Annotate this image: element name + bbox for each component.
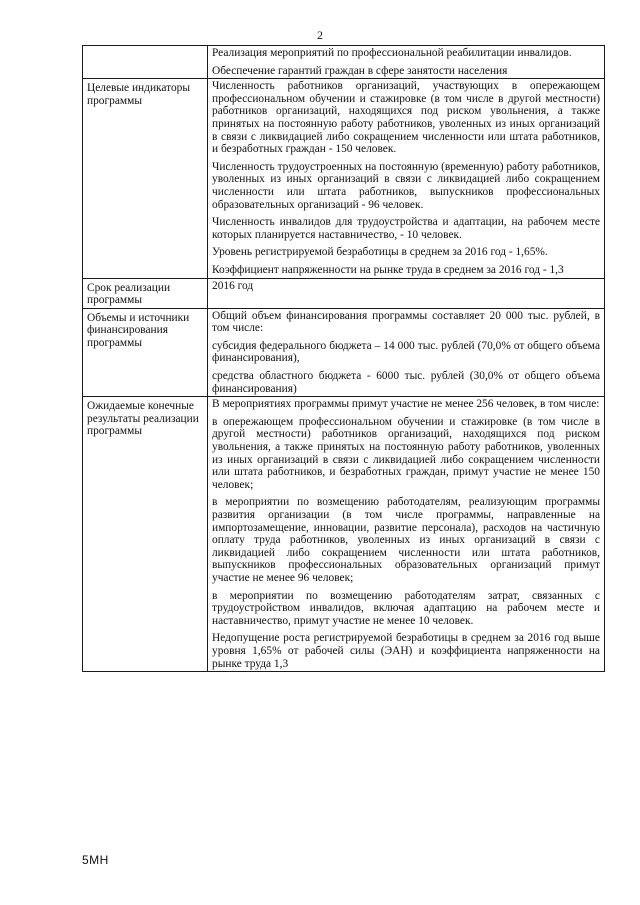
page-number: 2	[317, 28, 323, 42]
paragraph: Численность работников организаций, участвующих в опережающем профессиональном обучении и стажировке (в том числе в другой местности) работников организаций, находящихся под риском увольнения, а также принятых на постоянную работу работников, уволенных из иных организаций в связи с ликвидацией либо сокращением численности или штата работников, и безработных граждан - 150 человек.	[212, 80, 600, 156]
table-row-goals	[83, 46, 605, 79]
paragraph: в мероприятии по возмещению работодателям, реализующим программы развития организации (в том числе программы, направленные на импортозамещение, инновации, развитие персонала), расходов на частичную оплату труда работников, уволенных из иных организаций в связи с ликвидацией либо сокращением численности или штата работников, выпускников профессиональных образовательных организаций примут участие не менее 96 человек;	[212, 496, 600, 584]
paragraph: Реализация мероприятий по профессиональной реабилитации инвалидов.	[212, 47, 572, 59]
paragraph: в опережающем профессиональном обучении и стажировке (в том числе в другой местности) работников организаций, находящихся под риском увольнения, а также принятых на постоянную работу работников, уволенных из иных организаций в связи с ликвидацией либо сокращением численности или штата работников, и безработных граждан, примут участие не менее 150 человек;	[212, 415, 600, 491]
paragraph: Численность инвалидов для трудоустройства и адаптации, на рабочем месте которых планируется наставничество, - 10 человек.	[212, 216, 600, 241]
row-content	[208, 397, 605, 672]
paragraph: Численность трудоустроенных на постоянную (временную) работу работников, уволенных из иных организаций в связи с ликвидацией либо сокращением численности или штата работников, выпускников профессиональных образовательных организаций - 96 человек.	[212, 160, 600, 211]
row-content	[208, 79, 605, 278]
paragraph: в мероприятии по возмещению работодателям затрат, связанных с трудоустройством инвалидов, включая адаптацию на рабочем месте и наставничество, примут участие не менее 10 человек.	[212, 589, 600, 627]
row-label: Объемы и источники финансирования программы	[83, 308, 208, 397]
paragraph: Обеспечение гарантий граждан в сфере занятости населения	[212, 64, 508, 77]
paragraph: В мероприятиях программы примут участие не менее 256 человек, в том числе:	[212, 398, 600, 411]
row-label: Ожидаемые конечные результаты реализации программы	[83, 397, 208, 672]
program-passport-table	[82, 45, 605, 672]
table-row-target-indicators	[83, 79, 605, 278]
table-row-term	[83, 278, 605, 308]
paragraph: Коэффициент напряженности на рынке труда в среднем за 2016 год - 1,3	[212, 263, 564, 276]
paragraph: Уровень регистрируемой безработицы в среднем за 2016 год - 1,65%.	[212, 246, 548, 259]
paragraph: Недопущение роста регистрируемой безработицы в среднем за 2016 год выше уровня 1,65% от рабочей силы (ЭАН) и коэффициента напряженности на рынке труда 1,3	[212, 632, 600, 670]
row-label: Срок реализации программы	[83, 278, 208, 308]
footer-code: 5МН	[82, 853, 109, 867]
paragraph: Общий объем финансирования программы составляет 20 000 тыс. рублей, в том числе:	[212, 309, 600, 335]
paragraph: субсидия федерального бюджета – 14 000 тыс. рублей (70,0% от общего объема финансирования),	[212, 339, 600, 365]
table-row-financing	[83, 308, 605, 397]
row-content	[208, 308, 605, 397]
paragraph: средства областного бюджета - 6000 тыс. рублей (30,0% от общего объема финансирования)	[212, 370, 600, 395]
paragraph: 2016 год	[212, 279, 254, 292]
row-content	[208, 278, 605, 308]
row-label: Целевые индикаторы программы	[83, 79, 208, 278]
row-content	[208, 46, 605, 79]
row-label	[83, 46, 208, 79]
table-row-expected-results	[83, 397, 605, 672]
